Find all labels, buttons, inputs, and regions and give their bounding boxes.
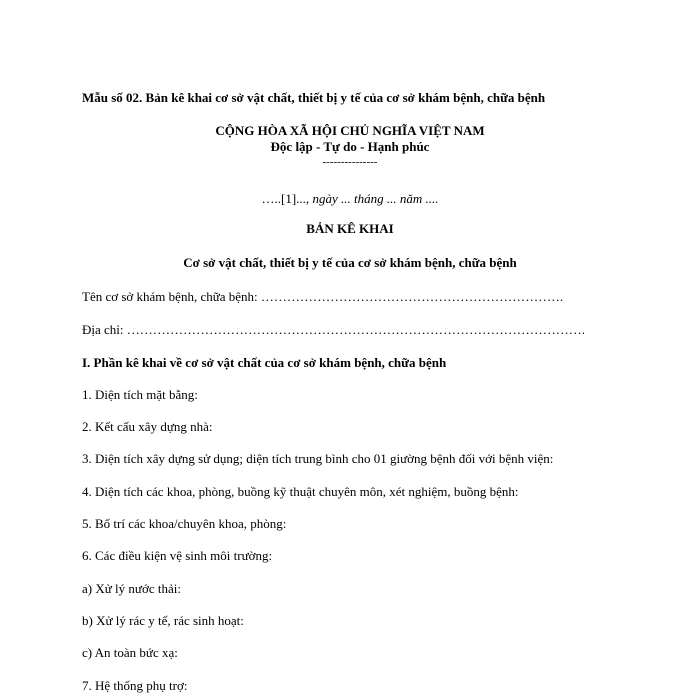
list-item: 4. Diện tích các khoa, phòng, buồng kỹ thuật chuyên môn, xét nghiệm, buồng bệnh:	[82, 484, 519, 499]
list-item: 3. Diện tích xây dựng sử dụng; diện tích trung bình cho 01 giường bệnh đối với bệnh viện:	[82, 451, 554, 466]
list-item: 7. Hệ thống phụ trợ:	[82, 678, 188, 693]
list-item: 1. Diện tích mặt bằng:	[82, 387, 198, 402]
national-name: CỘNG HÒA XÃ HỘI CHỦ NGHĨA VIỆT NAM	[215, 123, 485, 138]
motto-divider: ---------------	[322, 156, 378, 168]
document-heading: BẢN KÊ KHAI	[306, 221, 394, 236]
list-item: 5. Bố trí các khoa/chuyên khoa, phòng:	[82, 516, 287, 531]
list-item: b) Xử lý rác y tế, rác sinh hoạt:	[82, 613, 244, 628]
section-1-title: I. Phần kê khai về cơ sở vật chất của cơ sở khám bệnh, chữa bệnh	[82, 355, 447, 370]
field-facility-name: Tên cơ sở khám bệnh, chữa bệnh: …………………………………………………………….	[82, 289, 564, 304]
national-motto: Độc lập - Tự do - Hạnh phúc	[270, 139, 430, 154]
form-title: Mẫu số 02. Bản kê khai cơ sở vật chất, thiết bị y tế của cơ sở khám bệnh, chữa bệnh	[82, 90, 546, 105]
date-text: ngày ... tháng ... năm ....	[309, 191, 439, 206]
date-place: …..[1]...,	[261, 191, 310, 206]
list-item: 2. Kết cấu xây dựng nhà:	[82, 419, 213, 434]
list-item: c) An toàn bức xạ:	[82, 645, 178, 660]
field-address: Địa chỉ: …………………………………………………………………………………………….	[82, 322, 586, 337]
list-item: a) Xử lý nước thải:	[82, 581, 181, 596]
document-subheading: Cơ sở vật chất, thiết bị y tế của cơ sở khám bệnh, chữa bệnh	[183, 255, 517, 270]
date-line	[0, 191, 700, 207]
list-item: 6. Các điều kiện vệ sinh môi trường:	[82, 548, 273, 563]
